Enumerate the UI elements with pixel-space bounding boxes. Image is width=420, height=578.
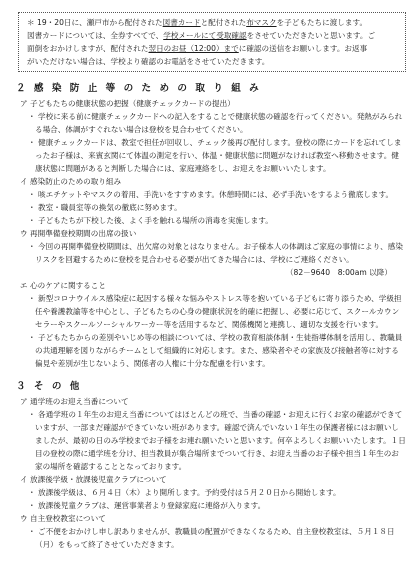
section-2-a-title: ア 子どもたちの健康状態の把握（健康チェックカードの提出） [20,99,235,108]
section-3-u-title: ウ 自主登校教室について [20,514,106,523]
notice-line-3 [27,42,399,55]
section-3-i-title: イ 放課後学級・放課後児童クラブについて [20,475,167,484]
notice-text: をさせていただきたいと思います。ご [246,31,376,40]
section-2-i-item: ・ 咳エチケットやマスクの着用、手洗いをすすめます。休憩時間には、必ず手洗いをするよう徹底します。 [28,190,394,199]
notice-line-1 [27,16,399,29]
section-2-i-title: イ 感染防止のための取り組み [20,177,122,186]
section-2-u-item: ・ 今回の再開準備登校期間は、出欠席の対象とはなりません。お子様本人の体調はご家庭の事情により、感染リスクを回避するために登校を見合わせる必要が出てきた場合には、学校にご連絡ください。 [28,242,403,264]
notice-text: 図書カードについては、全券すべてで、 [27,31,164,40]
notice-line-2 [27,29,399,42]
section-2-a-item: ・ 健康チェックカードは、教室で担任が回収し、チェック後再び配付します。登校の際にカードを忘れてしまったお子様は、来賓玄関にて体温の測定を行い、体温・健康状態に問題がなければ教室へ移動させます。健康状態に問題があると判断した場合には、家庭連絡をし、お迎えをお願いいたします。 [28,138,402,173]
notice-line-4: がいただけない場合は、学校より確認のお電話をさせていただきます。 [27,57,270,66]
section-2-i-item: ・ 子どもたちが下校した後、よく手を触れる場所の消毒を実施します。 [28,216,273,225]
notice-box [18,12,406,72]
section-2-e-item: ・ 子どもたちからの差別やいじめ等の相談については、学校の教育相談体制・生徒指導体制を活用し、教職員の共通理解を図りながらチームとして組織的に対応します。また、感染者やその家族及び接触者等に対する偏見や差別が生じないよう、関係者の人権に十分な配慮を行います。 [28,333,403,368]
section-2-u-title: ウ 再開準備登校期間の出席の扱い [20,229,137,238]
section-3-a-item: ・ 各通学班の１年生のお迎え当番についてはほとんどの班で、当番の確認・お迎えに行くお家の確認ができていますが、一部まだ確認ができていない班があります。確認で済んでいない１年生の保護者様にはお願いしましたが、最初の日のみ学校までお子様をお連れ願いたいと思います。何卒よろしくお願いいたします。１日目の登校の際に通学班を分け、担当教員が集合場所までついて行き、お迎え当番のお子様や担当１年生のお家の場所を確認することとなっております。 [28,410,406,471]
section-3-title: ３ そ の 他 [16,381,82,392]
contact-phone: （82－9640 8:00am 以降） [285,268,392,277]
notice-underlined-text: 図書カード [162,18,201,27]
section-2-e-item: ・ 新型コロナウイルス感染症に起因する様々な悩みやストレス等を抱いている子どもに寄り添うため、学級担任や養護教諭等を中心とし、子どもたちの心身の健康状況を的確に把握し、必要に応じて、スクールカウンセラーやスクールソーシャルワーカー等を活用するなど、関係機関と連携し、適切な支援を行います。 [28,294,402,329]
section-2-e-title: エ 心のケアに関すること [20,281,106,290]
section-2-title: ２ 感 染 防 止 等 の た め の 取 り 組 み [16,83,262,94]
notice-text: と配付された [200,18,247,27]
notice-underlined-text: 布マスク [246,18,277,27]
section-3-i-item: ・ 放課後学級は、６月４日（木）より開所します。予約受付は５月２０日から開始します。 [28,488,341,497]
notice-text: を子どもたちに渡します。 [276,18,368,27]
section-2-i-item: ・ 教室・職員室等の換気の徹底に努めます。 [28,203,182,212]
section-3-u-item: ・ ご不便をおかけし申し訳ありませんが、教職員の配置ができなくなるため、自主登校教室は、５月１８日（月）をもって終了させていただきます。 [28,527,395,549]
notice-underlined-text: 翌日のお昼（12:00）まで [148,44,239,53]
section-3-a-title: ア 通学班のお迎え当番について [20,397,129,406]
section-2-a-item: ・ 学校に来る前に健康チェックカードへの記入をすることで健康状態の確認を行ってください。発熱がみられる場合、体調がすぐれない場合は登校を見合わせてください。 [28,112,403,134]
notice-text: ＊ 19・20日に、瀬戸市から配付された [27,18,163,27]
notice-text: に確認の送信をお願いします。お返事 [238,44,368,53]
section-3-i-item: ・ 放課後児童クラブは、運営事業者より登録家庭に連絡が入ります。 [28,501,266,510]
notice-underlined-text: 学校メールにて受取確認 [163,31,247,40]
notice-text: 面倒をおかけしますが、配付された [27,44,149,53]
